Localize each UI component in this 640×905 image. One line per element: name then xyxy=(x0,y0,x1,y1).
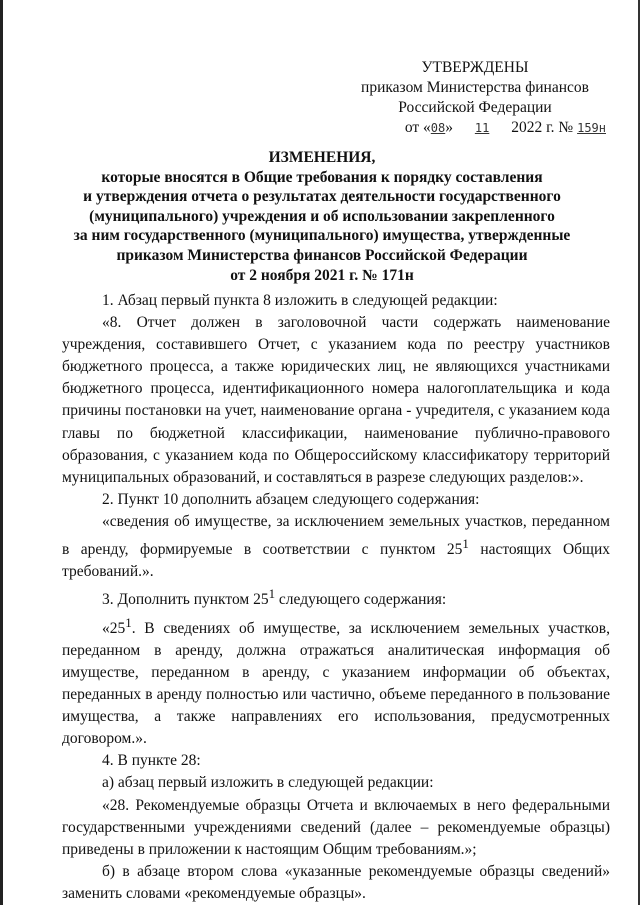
paragraph-5-text-b: следующего содержания: xyxy=(275,591,447,609)
handwritten-day: 08 xyxy=(430,121,446,135)
heading-line: которые вносятся в Общие требования к порядку составления xyxy=(101,168,543,186)
superscript: 1 xyxy=(125,614,132,630)
heading-line: (муниципального) учреждения и об использовании закрепленного xyxy=(89,207,555,225)
approval-line-2: Российской Федерации xyxy=(398,99,552,116)
heading-line: за ним государственного (муниципального) имущества, утвержденные xyxy=(73,227,571,245)
paragraph-4-text-b: настоящих Общих требований.». xyxy=(62,541,610,581)
paragraph-2: «8. Отчет должен в заголовочной части содержать наименование учреждения, составившего Отчет, с указанием кода по реестру участников бюджетного процесса, а также юридических лиц, не являющихся участниками бюджетного процесса, идентификационного номера налогоплательщика и кода причины постановки на учет, наименование органа - учредителя, с указанием кода главы по бюджетной классификации, наименование публично-правового образования, с указанием кода по Общероссийскому классификатору территорий муниципальных образований, и составляться в разрезе следующих разделов:». xyxy=(62,314,610,486)
approval-date-line xyxy=(330,118,620,138)
heading-line: приказом Министерства финансов Российской Федерации xyxy=(116,246,528,264)
handwritten-month: 11 xyxy=(474,121,490,135)
paragraph-8: а) абзац первый изложить в следующей редакции: xyxy=(102,774,434,792)
paragraph-4 xyxy=(62,511,610,583)
handwritten-number: 159н xyxy=(577,121,606,135)
document-body xyxy=(62,290,610,905)
paragraph-5 xyxy=(62,583,610,611)
superscript: 1 xyxy=(268,586,276,602)
heading-title: ИЗМЕНЕНИЯ, xyxy=(268,149,376,166)
paragraph-6 xyxy=(62,612,610,751)
heading-line: от 2 ноября 2021 г. № 171н xyxy=(230,266,414,284)
paragraph-9: «28. Рекомендуемые образцы Отчета и включаемых в него федеральными государственными учреждениями сведений (далее – рекомендуемые образцы) приведены в приложении к настоящим Общим требованиям.»; xyxy=(62,796,610,858)
date-year: 2022 г. № xyxy=(511,119,574,136)
document-heading xyxy=(62,148,582,285)
date-prefix: от « xyxy=(404,119,431,136)
paragraph-7: 4. В пункте 28: xyxy=(102,752,201,770)
approval-line-1: приказом Министерства финансов xyxy=(361,79,589,96)
approval-block xyxy=(330,58,620,138)
date-day-close: » xyxy=(445,119,453,136)
paragraph-10: б) в абзаце втором слова «указанные рекомендуемые образцы сведений» заменить словами «рекомендуемые образцы». xyxy=(62,862,610,902)
paragraph-3: 2. Пункт 10 дополнить абзацем следующего содержания: xyxy=(102,490,480,508)
superscript: 1 xyxy=(462,536,469,552)
scan-edge-left xyxy=(0,0,3,905)
paragraph-5-text-a: 3. Дополнить пунктом 25 xyxy=(102,591,269,609)
paragraph-6-text-b: . В сведениях об имуществе, за исключением земельных участков, переданном в аренду, должна отражаться аналитическая информация об имуществе, переданном в аренду, с указанием информации об объектах, переданных в аренду полностью или частично, объеме переданного в пользование имущества, а также направлениях его использования, предусмотренных договором.». xyxy=(62,619,610,748)
approval-title: УТВЕРЖДЕНЫ xyxy=(421,59,529,76)
heading-line: и утверждения отчета о результатах деятельности государственного xyxy=(83,188,561,206)
paragraph-1: 1. Абзац первый пункта 8 изложить в следующей редакции: xyxy=(102,292,498,309)
paragraph-6-text-a: «25 xyxy=(102,619,126,637)
paragraph-4-text-a: «сведения об имуществе, за исключением земельных участков, переданном в аренду, формируемые в соответствии с пунктом 25 xyxy=(62,512,610,559)
